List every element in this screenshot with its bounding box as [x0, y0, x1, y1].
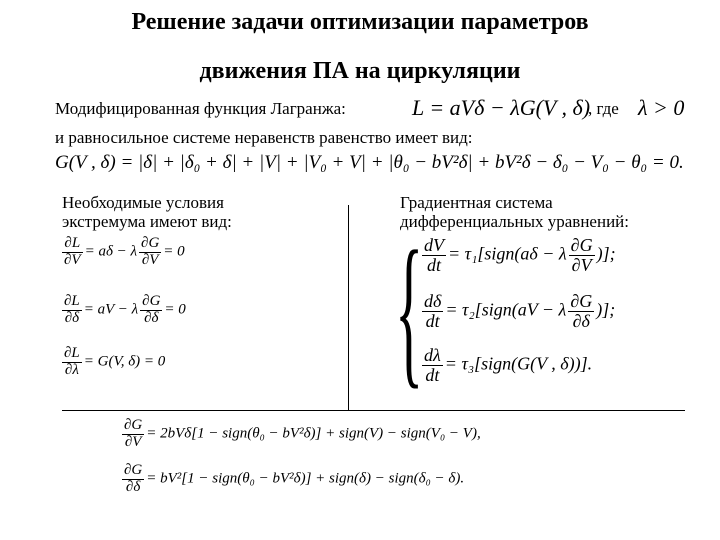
fraction: $\frac{\partial G}{\partial\delta}$ [570, 291, 593, 331]
necessary-condition-delta: $\frac{\partial L}{\partial\delta}$ = aV − λ $\frac{\partial G}{\partial\delta}$ = 0 [64, 293, 186, 326]
derivative-g-delta: $\frac{\partial G}{\partial\delta}$ = bV²[1 − sign(θ₀ − bV²δ)] + sign(δ) − sign(δ₀ − δ). [124, 462, 465, 495]
lagrange-label: Модифицированная функция Лагранжа: [55, 99, 346, 118]
lagrange-formula: L = aVδ − λG(V , δ) [412, 95, 591, 120]
fraction: $\frac{\partial L}{\partial\lambda}$ [64, 345, 80, 378]
title-line-1: Решение задачи оптимизации параметров [131, 9, 589, 35]
left-heading-line-1: Необходимые условия [62, 193, 224, 212]
lambda-condition: λ > 0 [638, 95, 685, 120]
necessary-condition-v: $\frac{\partial L}{\partial V}$ = aδ − λ $\frac{\partial G}{\partial V}$ = 0 [64, 235, 185, 268]
equality-label: и равносильное системе неравенств равенство имеет вид: [55, 128, 473, 147]
derivative-g-v: $\frac{\partial G}{\partial V}$ = 2bVδ[1 − sign(θ₀ − bV²δ)] + sign(V) − sign(V₀ − V), [124, 417, 481, 450]
fraction: $\frac{\partial G}{\partial V}$ [124, 417, 143, 450]
fraction: $\frac{\partial G}{\partial\delta}$ [124, 462, 143, 495]
fraction: $\frac{\partial L}{\partial V}$ [64, 235, 81, 268]
gradient-eq-delta: $\frac{d\delta}{dt}$ = τ₂[sign(aV − λ $\frac{\partial G}{\partial\delta}$ )]; [424, 291, 616, 331]
left-heading-line-2: экстремума имеют вид: [62, 212, 232, 231]
g-formula: G(V , δ) = |δ| + |δ₀ + δ| + |V| + |V₀ + V| + |θ₀ − bV²δ| + bV²δ − δ₀ − V₀ − θ₀ = 0. [55, 152, 684, 173]
gradient-eq-v: $\frac{dV}{dt}$ = τ₁[sign(aδ − λ $\frac{\partial G}{\partial V}$ )]; [424, 235, 616, 275]
column-divider [348, 205, 349, 410]
necessary-condition-lambda: $\frac{\partial L}{\partial\lambda}$ = G(V, δ) = 0 [64, 345, 166, 378]
gradient-eq-lambda: $\frac{d\lambda}{dt}$ = τ₃[sign(G(V , δ))]. [424, 345, 593, 385]
title-line-2: движения ПА на циркуляции [199, 58, 521, 84]
fraction: $\frac{\partial G}{\partial\delta}$ [142, 293, 161, 326]
fraction: $\frac{\partial L}{\partial\delta}$ [64, 293, 80, 326]
fraction: $\frac{\partial G}{\partial V}$ [141, 235, 160, 268]
fraction: $\frac{d\lambda}{dt}$ [424, 345, 441, 385]
lagrange-where: , где [588, 99, 619, 118]
right-heading-line-1: Градиентная система [400, 193, 553, 212]
fraction: $\frac{\partial G}{\partial V}$ [570, 235, 593, 275]
fraction: $\frac{dV}{dt}$ [424, 235, 444, 275]
right-heading-line-2: дифференциальных уравнений: [400, 212, 629, 231]
system-brace: { [395, 217, 424, 403]
section-divider [62, 410, 685, 411]
fraction: $\frac{d\delta}{dt}$ [424, 291, 442, 331]
